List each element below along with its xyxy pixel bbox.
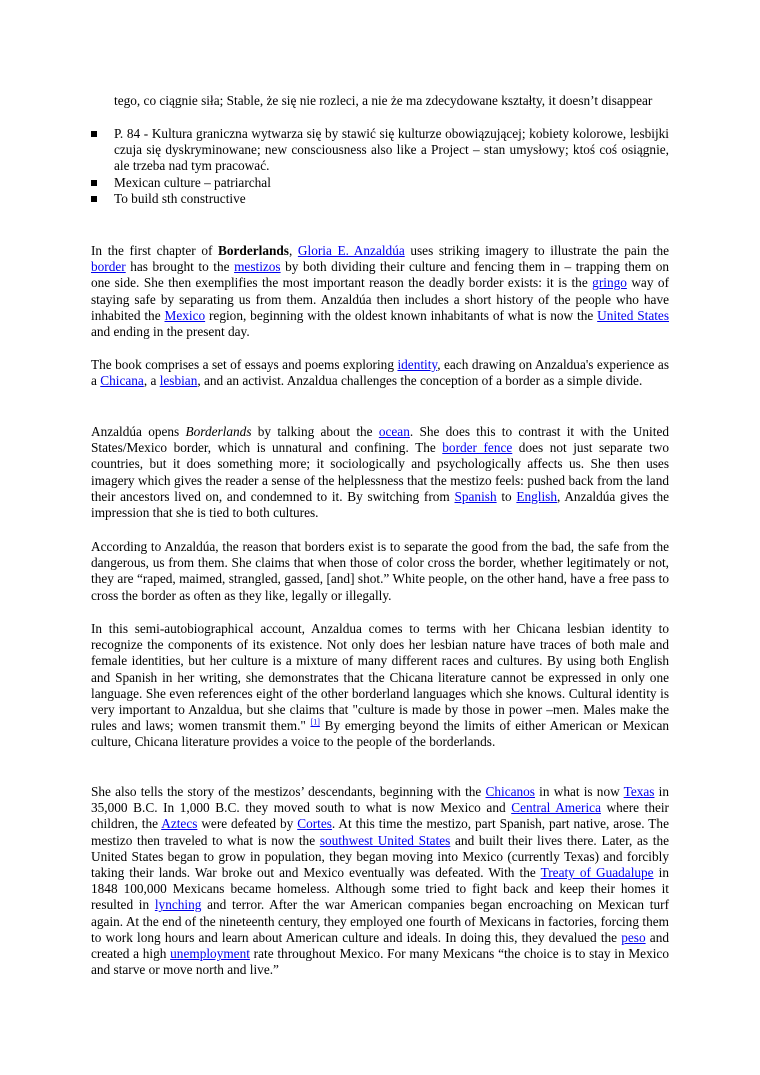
text-run: has brought to the	[125, 259, 235, 275]
text-run: , and an activist. Anzaldua challenges the conception of a border as a simple divide.	[197, 373, 643, 389]
text-run: and terror. After the war American companies began encroaching on Mexican turf again. At the end of the nineteenth century, they employed one fourth of Mexicans in factories, forcing them to work long hours and learn about American culture and ideals. In doing this, they devalued the	[91, 897, 669, 945]
link-chicana[interactable]: Chicana	[100, 373, 144, 389]
link-gloria-anzaldua[interactable]: Gloria E. Anzaldúa	[297, 243, 405, 258]
link-english[interactable]: English	[516, 488, 558, 504]
link-identity[interactable]: identity	[397, 357, 438, 372]
text-run: by talking about the	[251, 424, 379, 439]
footnote-ref-link[interactable]: [1]	[310, 717, 320, 727]
bullet-list	[91, 126, 669, 207]
text-run: rate throughout Mexico. For many Mexicans “the choice is to stay in Mexico and starve or move north and live.”	[91, 946, 669, 978]
paragraph-identity	[91, 621, 669, 751]
text-run: does not just separate two countries, but it does something more; it sociologically and psychologically affects us. She then uses imagery which gives the reader a sense of the helplessness that the mestizo feels: pushed back from the land their ancestors lived on, and condemned to it. By switching from	[91, 440, 669, 504]
list-item: Mexican culture – patriarchal	[91, 175, 669, 191]
text-run: , each drawing on Anzaldua's experience as a	[91, 357, 669, 389]
link-unemployment[interactable]: unemployment	[170, 946, 250, 962]
text-run: uses striking imagery to illustrate the pain the	[404, 243, 669, 258]
text-run: , Anzaldúa gives the impression that she is tied to both cultures.	[91, 488, 669, 521]
text-run: and created a high	[91, 929, 669, 962]
text-run: way of staying safe by separating us from them. Anzaldúa then includes a short history of the people who have inhabited the	[91, 275, 669, 323]
text-run: The book comprises a set of essays and poems exploring	[91, 357, 398, 372]
list-item: P. 84 - Kultura graniczna wytwarza się by stawić się kulturze obowiązującej; kobiety kolorowe, lesbijki czuja się dyskryminowane; new consciousness also like a Project – stan umysłowy; ktoś coś osiągnie, ale trzeba nad tym pracować.	[91, 126, 669, 175]
link-aztecs[interactable]: Aztecs	[161, 816, 198, 832]
book-title: Borderlands	[218, 243, 289, 258]
text-run: region, beginning with the oldest known inhabitants of what is now the	[205, 307, 598, 323]
paragraph-book-summary	[91, 357, 669, 389]
link-lynching[interactable]: lynching	[154, 897, 202, 913]
text-run: By emerging beyond the limits of either American or Mexican culture, Chicana literature provides a voice to the people of the borderlands.	[91, 718, 669, 750]
link-treaty-of-guadalupe[interactable]: Treaty of Guadalupe	[540, 865, 654, 881]
text-run: in 1848 100,000 Mexicans became homeless. Although some tried to fight back and keep their homes it resulted in	[91, 865, 669, 913]
link-lesbian[interactable]: lesbian	[159, 373, 198, 389]
paragraph-chapter-one	[91, 243, 669, 340]
link-ocean[interactable]: ocean	[378, 424, 410, 439]
link-spanish[interactable]: Spanish	[454, 488, 497, 504]
text-run: by both dividing their culture and fencing them in – trapping them on one side. She then exemplifies the most important reason the deadly border exists: it is the	[91, 259, 669, 291]
text-run: were defeated by	[197, 816, 298, 832]
link-mestizos[interactable]: mestizos	[234, 259, 281, 275]
text-run: . At this time the mestizo, part Spanish, part native, arose. The mestizo then traveled to what is now the	[91, 816, 669, 848]
text-run: ,	[288, 243, 298, 258]
link-texas[interactable]: Texas	[623, 784, 655, 799]
link-peso[interactable]: peso	[621, 929, 646, 945]
link-united-states[interactable]: United States	[597, 307, 670, 323]
text-run: to	[496, 488, 517, 504]
text-run: and ending in the present day.	[91, 324, 250, 340]
continuation-text: tego, co ciągnie siła; Stable, że się nie rozleci, a nie że ma zdecydowane kształty, it doesn’t disappear	[114, 93, 653, 108]
text-run: and built their lives there. Later, as the United States began to grow in population, they began moving into Mexico (currently Texas) and forcibly taking their lands. War broke out and Mexico eventually was defeated. With the	[91, 832, 669, 881]
link-chicanos[interactable]: Chicanos	[485, 784, 535, 799]
link-gringo[interactable]: gringo	[592, 275, 627, 291]
paragraph-ocean	[91, 424, 669, 521]
list-item: To build sth constructive	[91, 191, 669, 207]
text-run: She also tells the story of the mestizos’ descendants, beginning with the	[91, 784, 486, 799]
paragraph-borders-reason: According to Anzaldúa, the reason that borders exist is to separate the good from the bad, the safe from the dangerous, us from them. She claims that when those of color cross the border, whether legitimately or not, they are “raped, maimed, strangled, gassed, [and] shot.” White people, on the other hand, have a free pass to cross the border as often as they like, legally or illegally.	[91, 539, 669, 603]
link-border-fence[interactable]: border fence	[442, 440, 513, 456]
link-central-america[interactable]: Central America	[511, 800, 601, 816]
text-run: In the first chapter of	[91, 243, 219, 258]
link-southwest-united-states[interactable]: southwest United States	[319, 832, 451, 848]
link-cortes[interactable]: Cortes	[297, 816, 332, 832]
text-run: In this semi-autobiographical account, Anzaldua comes to terms with her Chicana lesbian identity to recognize the components of its existence. Not only does her lesbian nature have traces of both male and female identities, but her culture is a mixture of many different races and cultures. By using both English and Spanish in her writing, she demonstrates that the Chicana literature cannot be expressed in only one language. She even references eight of the other borderland languages which she knows. Cultural identity is very important to Anzaldua, but she claims that "culture is made by those in power –men. Males make the rules and laws; women transmit them."	[91, 621, 669, 734]
text-run: . She does this to contrast it with the United States/Mexico border, which is unnatural and confining. The	[91, 424, 669, 456]
link-border[interactable]: border	[91, 259, 126, 275]
text-run: Anzaldúa opens	[91, 424, 186, 439]
link-mexico[interactable]: Mexico	[164, 307, 206, 323]
text-run: , a	[143, 373, 160, 389]
book-title: Borderlands	[185, 424, 252, 439]
text-run: in what is now	[535, 784, 624, 799]
text-run: where their children, the	[91, 800, 669, 832]
text-run: in 35,000 B.C. In 1,000 B.C. they moved south to what is now Mexico and	[91, 784, 669, 816]
paragraph-history	[91, 784, 669, 978]
